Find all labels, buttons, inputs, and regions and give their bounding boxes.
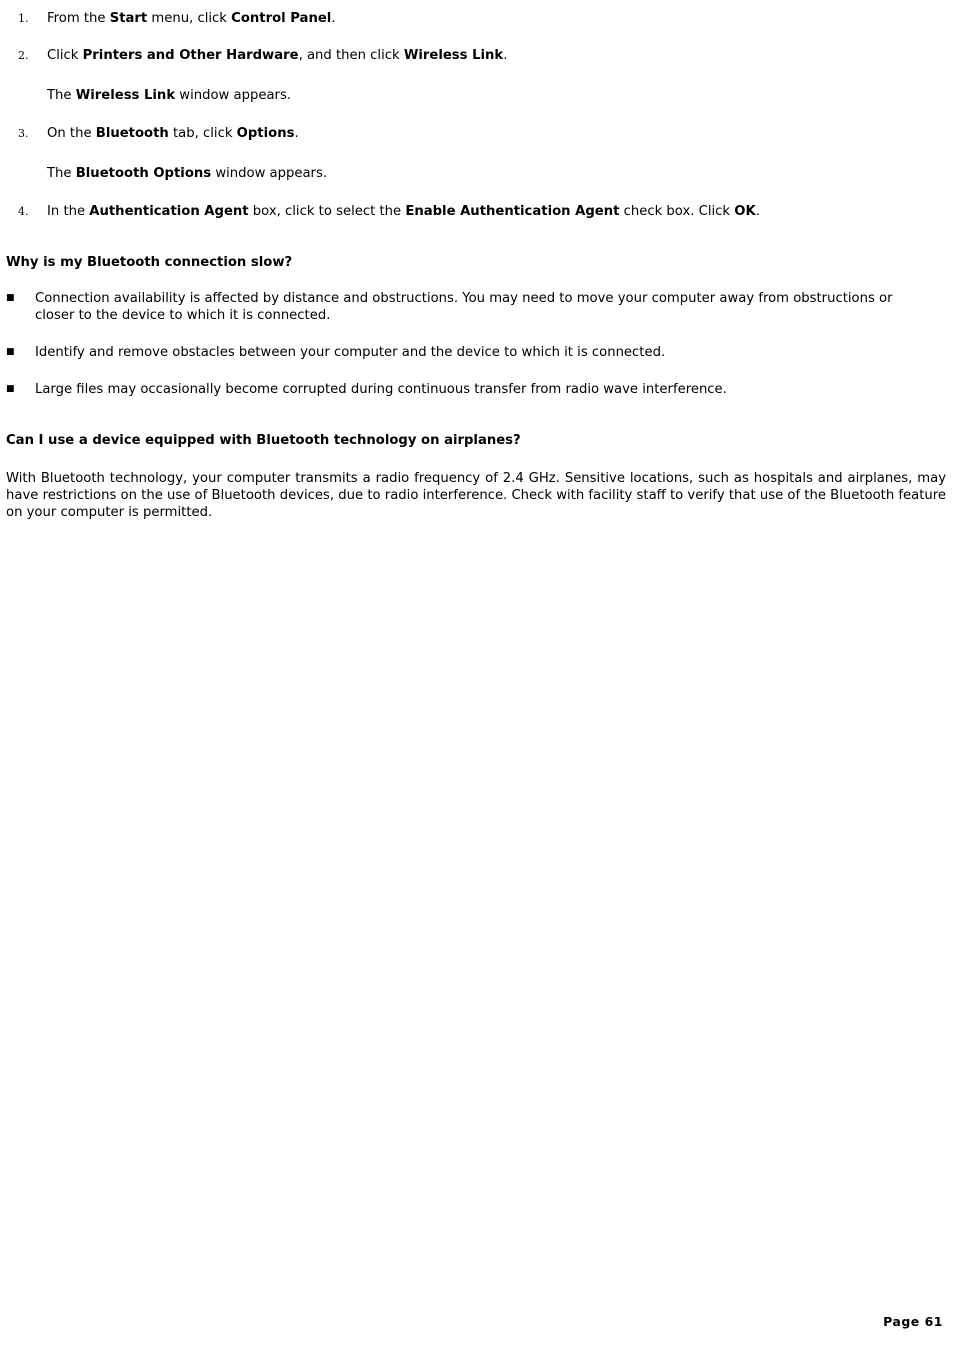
- bullet-text: Identify and remove obstacles between your computer and the device to which it is connected.: [35, 345, 666, 360]
- bullet-text: Large files may occasionally become corrupted during continuous transfer from radio wave interference.: [35, 382, 727, 397]
- text-segment: .: [503, 48, 508, 63]
- text-segment: The: [47, 88, 76, 103]
- bold-term: OK: [734, 204, 756, 219]
- page-number: Page 61: [883, 1314, 943, 1329]
- text-segment: window appears.: [175, 88, 292, 103]
- bold-term: Control Panel: [231, 11, 332, 26]
- bullet-icon: ■: [6, 347, 15, 357]
- step-4-text: [47, 203, 947, 220]
- bold-term: Wireless Link: [75, 88, 176, 103]
- bold-term: Start: [109, 11, 148, 26]
- text-segment: In the: [47, 204, 90, 219]
- text-segment: .: [294, 126, 299, 141]
- bold-term: Authentication Agent: [89, 204, 249, 219]
- faq-heading: Can I use a device equipped with Bluetooth technology on airplanes?: [6, 433, 521, 448]
- step-3-note: [47, 165, 947, 182]
- text-segment: On the: [47, 126, 96, 141]
- bullet-icon: ■: [6, 384, 15, 394]
- faq-heading: Why is my Bluetooth connection slow?: [6, 255, 293, 270]
- step-number: 2.: [18, 49, 29, 62]
- text-segment: menu, click: [147, 11, 232, 26]
- bold-term: Wireless Link: [403, 48, 504, 63]
- text-segment: check box. Click: [619, 204, 735, 219]
- text-segment: Click: [47, 48, 83, 63]
- text-segment: box, click to select the: [248, 204, 406, 219]
- bold-term: Bluetooth Options: [75, 166, 212, 181]
- text-segment: tab, click: [168, 126, 237, 141]
- step-1-text: [47, 10, 947, 27]
- step-2-note: [47, 87, 947, 104]
- bold-term: Enable Authentication Agent: [405, 204, 620, 219]
- bullet-icon: ■: [6, 293, 15, 303]
- faq-answer: With Bluetooth technology, your computer transmits a radio frequency of 2.4 GHz. Sensitive locations, such as hospitals and airplanes, may have restrictions on the use of Bluetooth devices, due to radio interference. Check with facility staff to verify that use of the Bluetooth feature on your computer is permitted.: [6, 471, 946, 520]
- bold-term: Bluetooth: [95, 126, 169, 141]
- bold-term: Options: [236, 126, 295, 141]
- step-number: 3.: [18, 127, 29, 140]
- step-3-text: [47, 125, 947, 142]
- text-segment: .: [755, 204, 760, 219]
- step-2-text: [47, 47, 947, 64]
- text-segment: window appears.: [211, 166, 328, 181]
- text-segment: From the: [47, 11, 110, 26]
- text-segment: .: [331, 11, 336, 26]
- bold-term: Printers and Other Hardware: [82, 48, 299, 63]
- text-segment: The: [47, 166, 76, 181]
- text-segment: , and then click: [298, 48, 404, 63]
- step-number: 4.: [18, 205, 29, 218]
- bullet-text: Connection availability is affected by distance and obstructions. You may need to move your computer away from obstructions or closer to the device to which it is connected.: [35, 291, 893, 323]
- step-number: 1.: [18, 12, 29, 25]
